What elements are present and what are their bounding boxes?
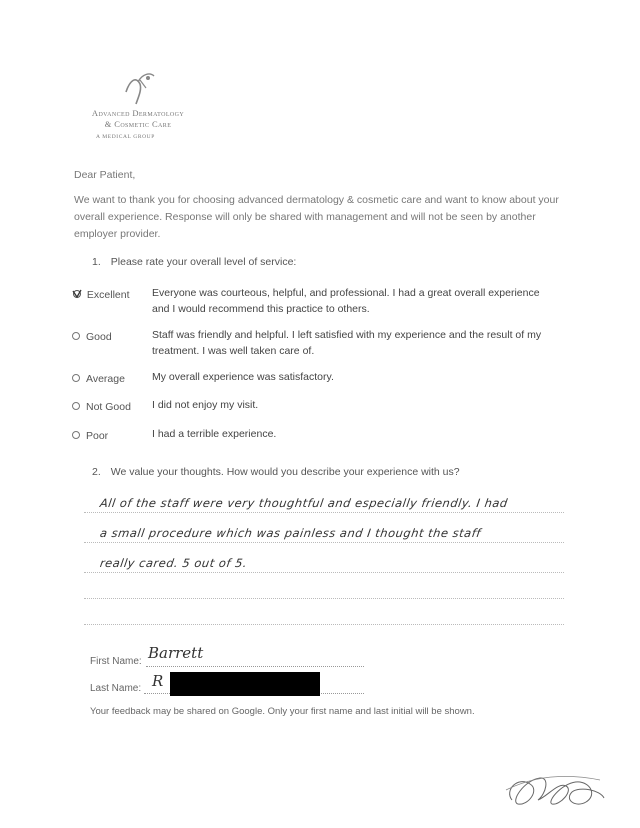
answer-line-2: a small procedure which was painless and I thought the staff: [99, 526, 482, 540]
rating-label-excellent: Excellent: [86, 289, 130, 301]
writing-line: [84, 572, 564, 573]
last-name-value[interactable]: R: [152, 672, 164, 690]
logo-figure-icon: [118, 70, 158, 108]
radio-icon: [72, 402, 80, 410]
question-1-text: Please rate your overall level of service:: [110, 256, 297, 268]
rating-desc-excellent: Everyone was courteous, helpful, and professional. I had a great overall experience and I would recommend this practice to others.: [152, 287, 540, 315]
logo-line-2: & Cosmetic Care: [104, 119, 172, 129]
rating-label-good: Good: [86, 331, 112, 343]
question-1: [92, 256, 296, 268]
question-2-number: 2.: [92, 466, 101, 478]
radio-icon: [72, 374, 80, 382]
first-name-label: First Name:: [90, 656, 142, 667]
rating-desc-average: My overall experience was satisfactory.: [152, 371, 334, 383]
rating-desc-not-good: I did not enjoy my visit.: [152, 399, 259, 411]
answer-line-1: All of the staff were very thoughtful and especially friendly. I had: [99, 496, 509, 510]
logo-line-3: A MEDICAL GROUP: [96, 134, 155, 140]
rating-option-poor[interactable]: [72, 430, 108, 442]
first-name-value[interactable]: Barrett: [148, 644, 204, 662]
rating-label-not-good: Not Good: [86, 401, 131, 413]
intro-paragraph: We want to thank you for choosing advanced dermatology & cosmetic care and want to know about your overall experience. Response will only be shared with management and will not be seen by another employer provider.: [74, 194, 559, 240]
salutation: Dear Patient,: [74, 169, 136, 181]
redaction-box: [170, 672, 320, 696]
radio-icon: [72, 431, 80, 439]
rating-option-excellent[interactable]: [72, 289, 130, 301]
signature-scribble: [500, 760, 610, 816]
practice-logo: [78, 70, 198, 140]
answer-line-3: really cared. 5 out of 5.: [99, 556, 249, 570]
writing-line: [84, 542, 564, 543]
writing-line: [84, 598, 564, 599]
footer-note: Your feedback may be shared on Google. Only your first name and last initial will be shown.: [90, 706, 475, 717]
first-name-line: [146, 666, 364, 667]
rating-label-poor: Poor: [86, 430, 109, 442]
question-1-number: 1.: [92, 256, 101, 268]
writing-line: [84, 512, 564, 513]
rating-option-not-good[interactable]: [72, 401, 131, 413]
question-2: [92, 466, 460, 478]
rating-desc-good: Staff was friendly and helpful. I left satisfied with my experience and the result of my treatment. I was well taken care of.: [152, 329, 542, 357]
radio-icon: [72, 332, 80, 340]
rating-option-good[interactable]: [72, 331, 112, 343]
question-2-text: We value your thoughts. How would you describe your experience with us?: [110, 466, 460, 478]
rating-desc-poor: I had a terrible experience.: [152, 428, 277, 440]
writing-line: [84, 624, 564, 625]
rating-label-average: Average: [86, 373, 125, 385]
last-name-label: Last Name:: [90, 683, 142, 694]
checked-radio-icon: [72, 289, 82, 299]
logo-line-1: Advanced Dermatology: [91, 108, 185, 118]
rating-option-average[interactable]: [72, 373, 125, 385]
